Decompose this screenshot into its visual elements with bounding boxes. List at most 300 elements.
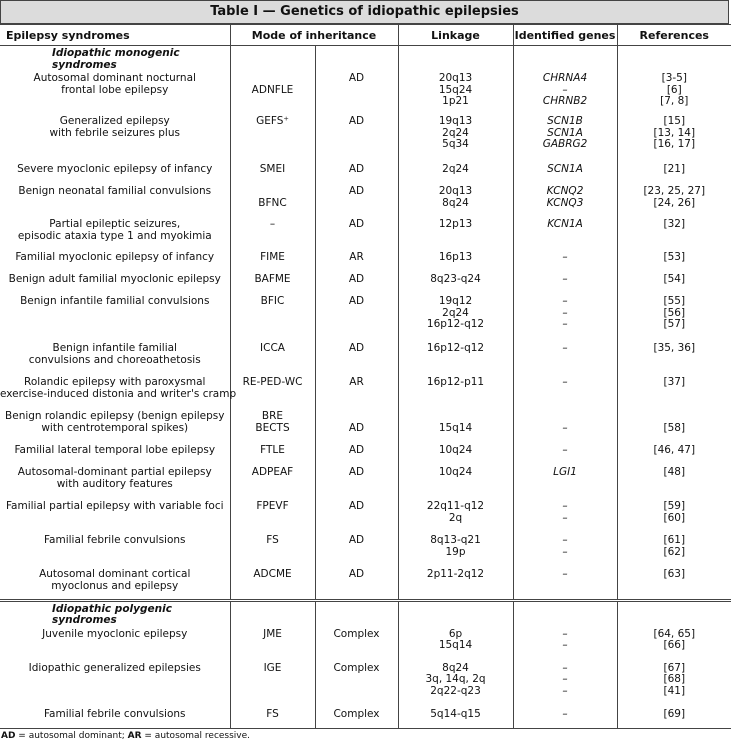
gene-line: – — [562, 444, 568, 456]
abbreviation-line: GEFS⁺ — [256, 115, 289, 127]
gene-line: GABRG2 — [542, 138, 588, 150]
empty-cell — [617, 46, 731, 72]
syndrome-cell — [0, 294, 230, 341]
inheritance-cell — [315, 341, 398, 375]
reference-line: [24, 26] — [653, 196, 696, 209]
reference-line: [6] — [666, 83, 682, 96]
reference-cell — [617, 707, 731, 729]
gene-line: – — [562, 273, 568, 285]
reference-cell — [617, 627, 731, 661]
inheritance-line: AD — [348, 163, 365, 175]
section-heading: Idiopathic polygenic syndromes — [0, 600, 230, 627]
linkage-cell — [398, 499, 513, 533]
reference-cell — [617, 114, 731, 162]
table-row — [0, 375, 731, 409]
syndrome-line: exercise-induced distonia and writer's cramp — [0, 387, 237, 400]
gene-cell — [513, 499, 617, 533]
inheritance-line: AD — [348, 342, 365, 354]
inheritance-cell — [315, 533, 398, 567]
inheritance-line: AD — [348, 568, 365, 580]
gene-cell — [513, 465, 617, 499]
syndrome-line: Autosomal dominant cortical — [39, 568, 191, 580]
linkage-cell — [398, 567, 513, 600]
inheritance-line: AD — [348, 295, 365, 307]
abbreviation-line: FIME — [260, 251, 285, 263]
reference-cell — [617, 250, 731, 272]
gene-cell — [513, 250, 617, 272]
syndrome-line: Rolandic epilepsy with paroxysmal — [24, 376, 206, 388]
abbreviation-line: SMEI — [259, 163, 286, 175]
table-row — [0, 162, 731, 184]
linkage-line: 3q, 14q, 2q — [425, 673, 486, 685]
table-row — [0, 533, 731, 567]
linkage-line: 2q24 — [442, 306, 469, 319]
empty-cell — [398, 46, 513, 72]
syndrome-cell — [0, 250, 230, 272]
linkage-cell — [398, 465, 513, 499]
inheritance-line: AD — [348, 421, 365, 434]
reference-line: [46, 47] — [653, 444, 696, 456]
gene-cell — [513, 567, 617, 600]
syndrome-cell — [0, 114, 230, 162]
reference-line: [41] — [663, 684, 686, 697]
inheritance-line — [316, 411, 398, 423]
inheritance-cell — [315, 114, 398, 162]
reference-line: [54] — [663, 273, 686, 285]
gene-line: – — [562, 707, 568, 720]
syndrome-line: Autosomal dominant nocturnal — [33, 72, 196, 84]
gene-line: – — [562, 627, 568, 640]
header-genes: Identified genes — [513, 25, 617, 46]
reference-line: [15] — [663, 115, 686, 127]
linkage-cell — [398, 661, 513, 707]
header-references: References — [617, 25, 731, 46]
abbreviation-cell — [230, 375, 315, 409]
gene-cell — [513, 217, 617, 250]
gene-cell — [513, 661, 617, 707]
syndrome-cell — [0, 409, 230, 443]
reference-cell — [617, 162, 731, 184]
syndrome-cell — [0, 465, 230, 499]
syndrome-line: Benign neonatal familial convulsions — [18, 185, 212, 197]
abbreviation-line: ADCME — [253, 568, 292, 580]
reference-cell — [617, 465, 731, 499]
gene-cell — [513, 443, 617, 465]
gene-line: – — [562, 318, 568, 330]
gene-line: KCNQ3 — [546, 196, 584, 209]
inheritance-cell — [315, 272, 398, 294]
syndrome-cell — [0, 567, 230, 600]
table-row — [0, 184, 731, 217]
reference-cell — [617, 184, 731, 217]
abbreviation-cell — [230, 499, 315, 533]
gene-line: – — [562, 639, 568, 651]
syndrome-cell — [0, 443, 230, 465]
footnote-ad-text: = autosomal dominant; — [15, 731, 128, 741]
reference-line: [56] — [663, 306, 686, 319]
reference-line: [63] — [663, 568, 686, 580]
abbreviation-cell — [230, 567, 315, 600]
header-syndromes: Epilepsy syndromes — [0, 25, 230, 46]
gene-line: KCN1A — [547, 218, 583, 230]
gene-line: SCN1A — [547, 126, 583, 139]
syndrome-line: Autosomal-dominant partial epilepsy — [17, 466, 212, 478]
gene-line: – — [562, 661, 568, 674]
syndrome-line: Juvenile myoclonic epilepsy — [42, 627, 188, 640]
gene-line: – — [562, 376, 568, 388]
reference-line: [3-5] — [661, 72, 687, 84]
footnote — [0, 731, 729, 741]
inheritance-cell — [315, 443, 398, 465]
inheritance-line: Complex — [333, 627, 380, 640]
table-row — [0, 567, 731, 600]
syndrome-line: Familial partial epilepsy with variable foci — [5, 500, 224, 512]
abbreviation-line: BFIC — [260, 295, 285, 307]
reference-line: [35, 36] — [653, 342, 696, 354]
abbreviation-cell — [230, 250, 315, 272]
reference-line — [618, 411, 731, 423]
abbreviation-line: FS — [266, 707, 279, 720]
inheritance-cell — [315, 627, 398, 661]
table-row — [0, 114, 731, 162]
syndrome-line: Familial febrile convulsions — [43, 534, 186, 546]
abbreviation-cell — [230, 533, 315, 567]
table-row — [0, 499, 731, 533]
gene-line: CHRNB2 — [542, 95, 588, 107]
reference-line: [37] — [663, 376, 686, 388]
abbreviation-line: IGE — [263, 661, 282, 674]
reference-cell — [617, 375, 731, 409]
syndrome-line: Familial myoclonic epilepsy of infancy — [15, 251, 215, 263]
abbreviation-line: ADPEAF — [251, 466, 294, 478]
linkage-line — [399, 411, 513, 423]
inheritance-cell — [315, 217, 398, 250]
syndrome-line: Benign adult familial myoclonic epilepsy — [8, 273, 221, 285]
linkage-cell — [398, 341, 513, 375]
linkage-line: 19q12 — [438, 295, 473, 307]
inheritance-line: AD — [348, 185, 365, 197]
syndrome-line: convulsions and choreoathetosis — [28, 353, 201, 366]
linkage-cell — [398, 627, 513, 661]
linkage-line: 2p11-2q12 — [426, 568, 485, 580]
gene-line: – — [562, 83, 568, 96]
abbreviation-line: ADNFLE — [251, 83, 294, 96]
linkage-line: 2q22-q23 — [430, 684, 481, 697]
gene-cell — [513, 409, 617, 443]
abbreviation-line — [231, 186, 315, 198]
gene-cell — [513, 375, 617, 409]
reference-line: [13, 14] — [653, 126, 696, 139]
inheritance-cell — [315, 409, 398, 443]
reference-line: [7, 8] — [660, 95, 689, 107]
inheritance-line: AD — [348, 444, 365, 456]
gene-line: – — [562, 673, 568, 685]
reference-cell — [617, 499, 731, 533]
header-row — [0, 25, 731, 46]
syndrome-line: with febrile seizures plus — [49, 126, 180, 139]
empty-cell — [230, 600, 315, 627]
inheritance-line: AD — [348, 466, 365, 478]
gene-cell — [513, 341, 617, 375]
header-linkage: Linkage — [398, 25, 513, 46]
linkage-line: 10q24 — [438, 444, 473, 456]
linkage-cell — [398, 250, 513, 272]
syndrome-line: Familial lateral temporal lobe epilepsy — [14, 444, 216, 456]
gene-line: – — [562, 545, 568, 558]
syndrome-line: Benign rolandic epilepsy (benign epilepsy — [5, 410, 225, 422]
syndrome-cell — [0, 272, 230, 294]
reference-line: [57] — [663, 318, 686, 330]
abbreviation-cell — [230, 217, 315, 250]
table-row — [0, 217, 731, 250]
table-row — [0, 627, 731, 661]
empty-cell — [617, 600, 731, 627]
linkage-line: 2q24 — [442, 126, 469, 139]
inheritance-line: AD — [348, 534, 365, 546]
abbreviation-line: RE-PED-WC — [242, 376, 303, 388]
reference-line: [68] — [663, 673, 686, 685]
reference-line: [55] — [663, 295, 686, 307]
inheritance-cell — [315, 499, 398, 533]
abbreviation-line: BECTS — [255, 421, 290, 434]
section-heading-row — [0, 46, 731, 72]
syndrome-cell — [0, 71, 230, 114]
linkage-line: 12p13 — [438, 218, 473, 230]
reference-cell — [617, 409, 731, 443]
linkage-cell — [398, 272, 513, 294]
linkage-cell — [398, 184, 513, 217]
reference-line: [61] — [663, 534, 686, 546]
syndrome-cell — [0, 184, 230, 217]
inheritance-line: AD — [348, 72, 365, 84]
inheritance-cell — [315, 71, 398, 114]
reference-cell — [617, 272, 731, 294]
linkage-line: 16p12-q12 — [426, 318, 485, 330]
table-title: Table I — Genetics of idiopathic epilepsies — [0, 0, 729, 24]
gene-cell — [513, 272, 617, 294]
abbreviation-cell — [230, 707, 315, 729]
reference-cell — [617, 443, 731, 465]
header-inheritance: Mode of inheritance — [230, 25, 398, 46]
inheritance-line: AR — [349, 376, 364, 388]
abbreviation-cell — [230, 341, 315, 375]
abbreviation-cell — [230, 71, 315, 114]
syndrome-line: Benign infantile familial — [52, 342, 177, 354]
table-row — [0, 465, 731, 499]
gene-line: SCN1B — [547, 115, 583, 127]
linkage-line: 20q13 — [438, 185, 473, 197]
gene-line: LGI1 — [553, 466, 577, 478]
abbreviation-line: BRE — [261, 410, 284, 422]
gene-line: – — [562, 251, 568, 263]
linkage-cell — [398, 707, 513, 729]
gene-cell — [513, 162, 617, 184]
abbreviation-line: FPEVF — [256, 500, 289, 512]
gene-line: – — [562, 568, 568, 580]
reference-line: [48] — [663, 466, 686, 478]
gene-cell — [513, 184, 617, 217]
abbreviation-line: – — [269, 218, 276, 230]
linkage-line: 2q — [448, 511, 463, 524]
reference-line: [66] — [663, 639, 686, 651]
gene-line: SCN1A — [547, 163, 583, 175]
syndrome-line: episodic ataxia type 1 and myokimia — [17, 229, 212, 242]
linkage-line: 16p12-p11 — [426, 376, 485, 388]
syndrome-line: myoclonus and epilepsy — [51, 579, 179, 592]
inheritance-cell — [315, 184, 398, 217]
gene-line: – — [562, 421, 568, 434]
syndrome-cell — [0, 217, 230, 250]
reference-cell — [617, 294, 731, 341]
linkage-line: 19p — [445, 545, 466, 558]
section-heading-row — [0, 600, 731, 627]
reference-line: [32] — [663, 218, 686, 230]
linkage-cell — [398, 443, 513, 465]
linkage-cell — [398, 375, 513, 409]
linkage-line: 6p — [448, 627, 463, 640]
inheritance-cell — [315, 465, 398, 499]
abbreviation-line: ICCA — [260, 342, 285, 354]
inheritance-line: Complex — [333, 707, 380, 720]
gene-line: CHRNA4 — [542, 72, 588, 84]
reference-line: [69] — [663, 707, 686, 720]
linkage-cell — [398, 217, 513, 250]
reference-line: [53] — [663, 251, 686, 263]
reference-cell — [617, 661, 731, 707]
syndrome-cell — [0, 375, 237, 409]
linkage-cell — [398, 294, 513, 341]
reference-cell — [617, 567, 731, 600]
abbreviation-line: FTLE — [260, 444, 285, 456]
abbreviation-line — [231, 73, 315, 85]
linkage-line: 1p21 — [442, 95, 469, 107]
syndrome-cell — [0, 627, 230, 661]
gene-line: – — [562, 295, 568, 307]
abbreviation-line: BAFME — [254, 273, 291, 285]
footnote-ar-key: AR — [127, 731, 142, 741]
table-row — [0, 294, 731, 341]
abbreviation-line: FS — [266, 534, 279, 546]
gene-line: – — [562, 500, 568, 512]
syndrome-cell — [0, 533, 230, 567]
reference-cell — [617, 217, 731, 250]
table-row — [0, 443, 731, 465]
syndrome-line: Generalized epilepsy — [59, 115, 170, 127]
genetics-table — [0, 24, 731, 729]
reference-line: [62] — [663, 545, 686, 558]
syndrome-line: Severe myoclonic epilepsy of infancy — [17, 163, 213, 175]
gene-cell — [513, 294, 617, 341]
inheritance-cell — [315, 707, 398, 729]
gene-cell — [513, 71, 617, 114]
table-row — [0, 341, 731, 375]
linkage-line: 19q13 — [438, 115, 473, 127]
empty-cell — [513, 600, 617, 627]
reference-line: [58] — [663, 421, 686, 434]
syndrome-cell — [0, 661, 230, 707]
syndrome-cell — [0, 499, 230, 533]
inheritance-cell — [315, 661, 398, 707]
inheritance-line: AD — [348, 500, 365, 512]
gene-line: – — [562, 684, 568, 697]
reference-cell — [617, 533, 731, 567]
abbreviation-cell — [230, 114, 315, 162]
inheritance-cell — [315, 250, 398, 272]
section-heading: Idiopathic monogenic syndromes — [52, 47, 180, 71]
inheritance-line: AD — [348, 115, 365, 127]
reference-line: [60] — [663, 511, 686, 524]
table-row — [0, 250, 731, 272]
reference-line: [23, 25, 27] — [643, 185, 706, 197]
table-row — [0, 707, 731, 729]
table-body — [0, 46, 731, 729]
abbreviation-cell — [230, 162, 315, 184]
inheritance-cell — [315, 375, 398, 409]
table-row — [0, 71, 731, 114]
linkage-line: 8q23-q24 — [430, 273, 481, 285]
gene-line: KCNQ2 — [546, 185, 584, 197]
inheritance-line: AD — [348, 218, 365, 230]
empty-cell — [315, 600, 398, 627]
linkage-line: 20q13 — [438, 72, 473, 84]
linkage-line: 16p12-q12 — [426, 342, 485, 354]
table-row — [0, 272, 731, 294]
syndrome-cell — [0, 707, 230, 729]
empty-cell — [513, 46, 617, 72]
syndrome-line: frontal lobe epilepsy — [61, 83, 169, 96]
reference-line: [16, 17] — [653, 138, 696, 150]
syndrome-cell — [0, 341, 230, 375]
table-row — [0, 661, 731, 707]
linkage-line: 2q24 — [442, 163, 469, 175]
linkage-line: 8q24 — [442, 196, 469, 209]
inheritance-cell — [315, 162, 398, 184]
syndrome-line: with auditory features — [56, 477, 173, 490]
syndrome-line: Idiopathic generalized epilepsies — [28, 661, 201, 674]
inheritance-cell — [315, 567, 398, 600]
gene-cell — [513, 114, 617, 162]
linkage-line: 5q34 — [442, 138, 469, 150]
inheritance-line: AD — [348, 273, 365, 285]
linkage-cell — [398, 409, 513, 443]
abbreviation-cell — [230, 409, 315, 443]
abbreviation-line: BFNC — [258, 196, 287, 209]
footnote-ad-key: AD — [1, 731, 16, 741]
gene-cell — [513, 533, 617, 567]
abbreviation-cell — [230, 272, 315, 294]
syndrome-cell — [0, 162, 230, 184]
table-row — [0, 409, 731, 443]
reference-line: [21] — [663, 163, 686, 175]
reference-cell — [617, 341, 731, 375]
inheritance-line: Complex — [333, 661, 380, 674]
linkage-line: 16p13 — [438, 251, 473, 263]
linkage-line: 22q11-q12 — [426, 500, 485, 512]
reference-line: [59] — [663, 500, 686, 512]
gene-cell — [513, 707, 617, 729]
syndrome-line: Partial epileptic seizures, — [49, 218, 181, 230]
linkage-line: 10q24 — [438, 466, 473, 478]
gene-cell — [513, 627, 617, 661]
abbreviation-cell — [230, 627, 315, 661]
gene-line: – — [562, 534, 568, 546]
footnote-ar-text: = autosomal recessive. — [141, 731, 251, 741]
empty-cell — [398, 600, 513, 627]
linkage-line: 15q24 — [438, 83, 473, 96]
abbreviation-cell — [230, 184, 315, 217]
empty-cell — [315, 46, 398, 72]
empty-cell — [230, 46, 315, 72]
